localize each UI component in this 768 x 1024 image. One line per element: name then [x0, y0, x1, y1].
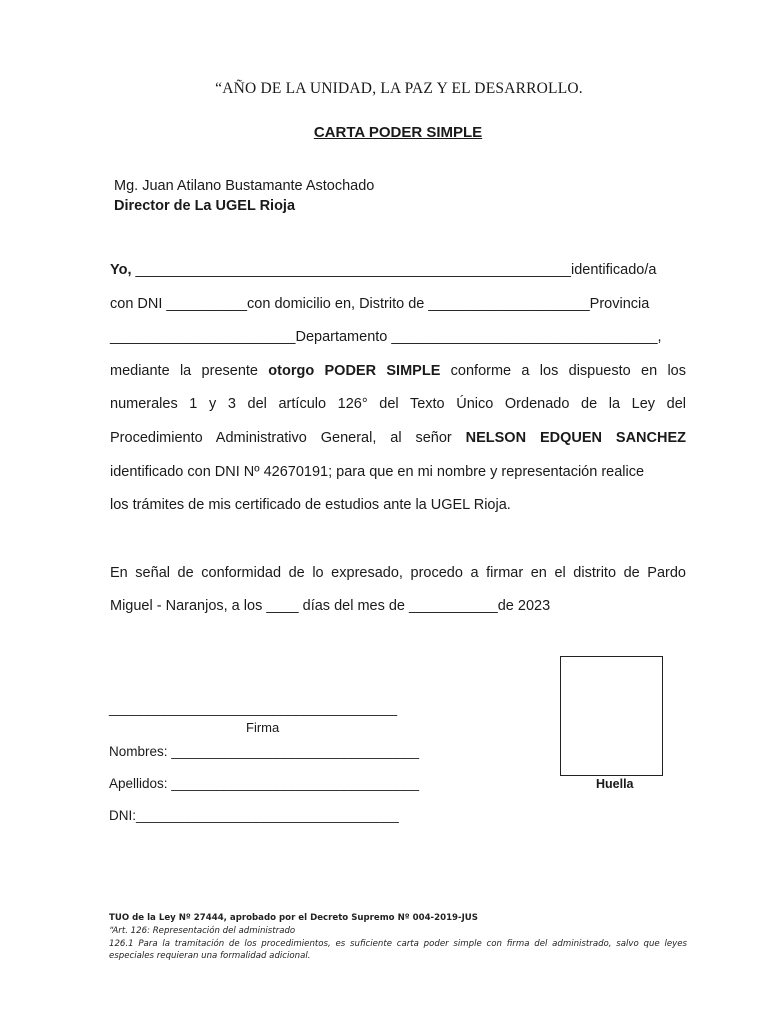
proxy-name: NELSON EDQUEN SANCHEZ: [465, 430, 686, 446]
fingerprint-box: [560, 656, 663, 776]
huella-label: Huella: [596, 777, 634, 791]
grant-phrase: otorgo PODER SIMPLE: [268, 363, 441, 379]
body-line-5: numerales 1 y 3 del artículo 126° del Texto Único Ordenado de la Ley del: [110, 396, 686, 412]
name-blank: ______________________________________________________identificado/a: [131, 262, 657, 278]
dni-field: DNI:___________________________________: [109, 808, 399, 823]
footer-text: 126.1 Para la tramitación de los procedimientos, es suficiente carta poder simple con firma del administrado, salvo que leyes especiales requieran una formalidad adicional.: [109, 939, 687, 961]
year-motto: “AÑO DE LA UNIDAD, LA PAZ Y EL DESARROLLO.: [215, 80, 583, 97]
footer-article: “Art. 126: Representación del administrado: [109, 926, 296, 936]
body-line-3: _______________________Departamento _________________________________,: [110, 329, 662, 345]
addressee-name: Mg. Juan Atilano Bustamante Astochado: [114, 178, 375, 194]
document-title: CARTA PODER SIMPLE: [313, 124, 483, 141]
body-line-4: mediante la presente otorgo PODER SIMPLE conforme a los dispuesto en los: [110, 363, 686, 379]
footer-law: TUO de la Ley Nº 27444, aprobado por el Decreto Supremo Nº 004-2019-JUS: [109, 913, 478, 923]
nombres-field: Nombres: _________________________________: [109, 744, 420, 759]
closing-line-1: En señal de conformidad de lo expresado, procedo a firmar en el distrito de Pardo: [110, 565, 686, 581]
body-line-6: Procedimiento Administrativo General, al señor NELSON EDQUEN SANCHEZ: [110, 430, 686, 446]
firma-label: Firma: [246, 720, 280, 735]
body-line-7: identificado con DNI Nº 42670191; para que en mi nombre y representación realice: [110, 464, 645, 480]
signature-line: _____________________________________: [109, 700, 398, 716]
yo-label: Yo,: [110, 262, 132, 278]
closing-line-2: Miguel - Naranjos, a los ____ días del mes de ___________de 2023: [110, 598, 551, 614]
body-line-2: con DNI __________con domicilio en, Distrito de ____________________Provincia: [110, 296, 650, 312]
apellidos-field: Apellidos: _________________________________: [109, 776, 420, 791]
body-line-1: [110, 262, 686, 278]
addressee-role: Director de La UGEL Rioja: [114, 198, 296, 214]
body-line-8: los trámites de mis certificado de estudios ante la UGEL Rioja.: [110, 497, 511, 513]
